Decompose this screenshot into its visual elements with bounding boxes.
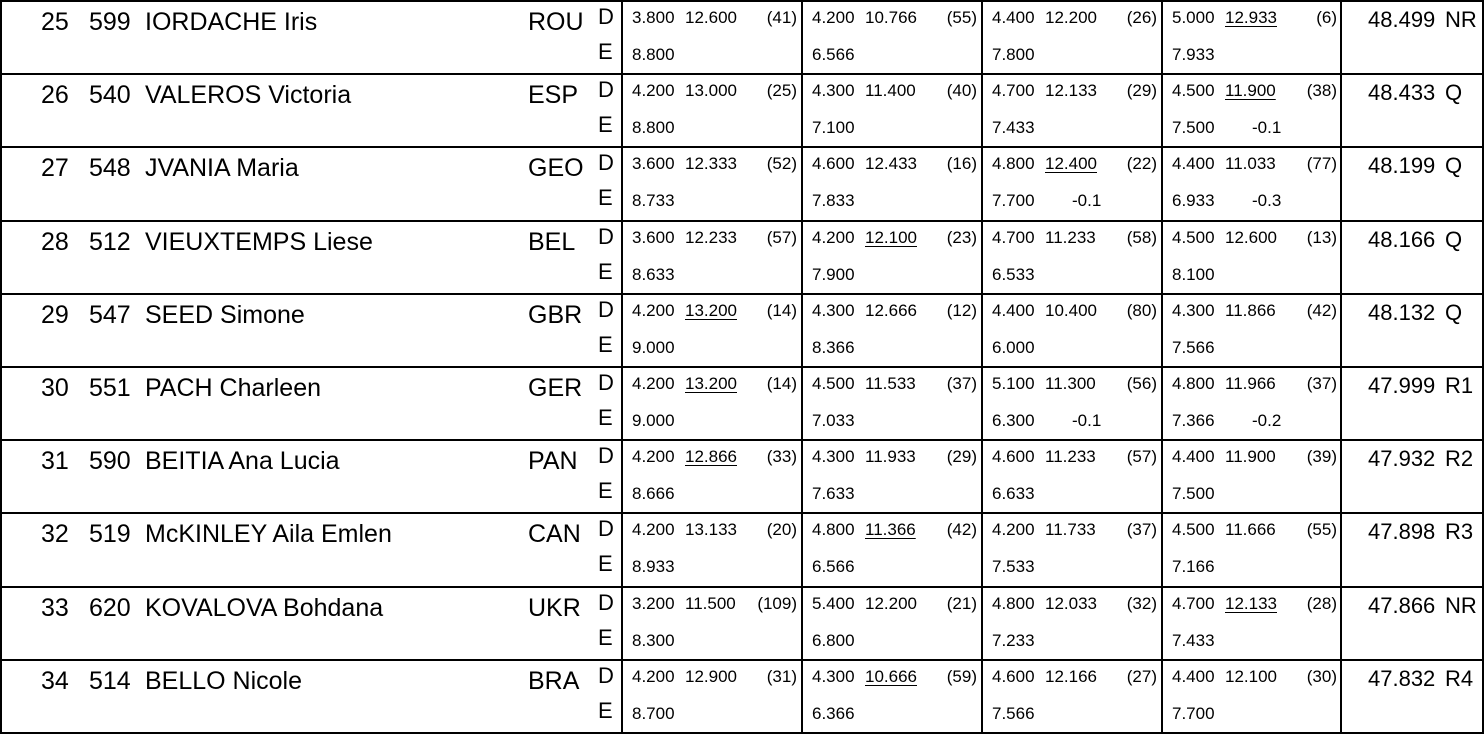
- apparatus-score: 11.933: [865, 447, 916, 467]
- athlete-rank: 30: [41, 374, 69, 402]
- d-score: 5.100: [992, 374, 1035, 393]
- e-score: 6.533: [992, 264, 1035, 284]
- row-divider: [0, 439, 1484, 441]
- d-score: 4.700: [1172, 593, 1215, 613]
- d-score: 4.800: [992, 593, 1035, 613]
- column-divider: [1161, 0, 1163, 734]
- nation-code: GER: [528, 374, 583, 402]
- apparatus-rank: (55): [946, 8, 977, 27]
- row-divider: [0, 512, 1484, 514]
- e-score: 7.700: [992, 191, 1035, 211]
- qualification-status: Q: [1445, 299, 1463, 325]
- apparatus-score: 12.433: [865, 154, 917, 174]
- apparatus-score: 12.233: [685, 227, 737, 247]
- d-score: 4.600: [812, 154, 855, 174]
- bib-number: 590: [89, 447, 131, 476]
- athlete-name: PACH Charleen: [145, 374, 322, 402]
- total-score: 48.499: [1368, 7, 1436, 32]
- d-score: 3.200: [632, 593, 675, 613]
- d-score: 4.400: [1172, 666, 1215, 686]
- athlete-rank: 28: [41, 227, 69, 256]
- qualification-status: NR: [1445, 592, 1477, 618]
- e-score: 7.533: [992, 557, 1035, 577]
- apparatus-score: 12.033: [1045, 593, 1097, 613]
- apparatus-rank: (20): [766, 520, 797, 540]
- e-score: 7.500: [1172, 484, 1215, 504]
- apparatus-rank: (27): [1126, 666, 1157, 686]
- apparatus-score: 11.500: [685, 593, 736, 613]
- e-label: E: [598, 258, 613, 284]
- apparatus-score: 13.133: [685, 520, 737, 540]
- apparatus-rank: (14): [766, 300, 797, 320]
- e-score: 8.366: [812, 337, 855, 357]
- athlete-rank: 34: [41, 666, 69, 695]
- e-score: 8.100: [1172, 264, 1215, 284]
- e-score: 9.000: [632, 411, 675, 430]
- d-score: 5.400: [812, 593, 855, 613]
- apparatus-rank: (58): [1126, 227, 1157, 247]
- table-row: [0, 146, 1484, 219]
- apparatus-rank: (37): [1306, 374, 1337, 393]
- d-score: 4.400: [1172, 154, 1215, 174]
- bib-number: 512: [89, 227, 131, 256]
- apparatus-rank: (109): [757, 593, 797, 613]
- apparatus-rank: (57): [1126, 447, 1157, 467]
- d-label: D: [598, 150, 614, 176]
- total-score: 48.199: [1368, 153, 1436, 179]
- athlete-rank: 26: [41, 81, 69, 110]
- bib-number: 551: [89, 374, 131, 402]
- apparatus-score: 11.666: [1225, 520, 1276, 540]
- e-score: 6.566: [812, 45, 855, 64]
- nation-code: UKR: [528, 593, 581, 622]
- d-label: D: [598, 77, 614, 103]
- e-label: E: [598, 697, 613, 723]
- d-score: 3.600: [632, 154, 675, 174]
- apparatus-rank: (30): [1306, 666, 1337, 686]
- penalty: -0.1: [1072, 411, 1102, 430]
- e-score: 8.800: [632, 45, 675, 64]
- apparatus-score: 11.866: [1225, 300, 1276, 320]
- apparatus-rank: (80): [1126, 300, 1157, 320]
- table-row: [0, 293, 1484, 366]
- d-label: D: [598, 589, 614, 615]
- apparatus-rank: (21): [946, 593, 977, 613]
- d-score: 4.300: [812, 300, 855, 320]
- apparatus-rank: (42): [946, 520, 977, 540]
- qualification-status: R3: [1445, 519, 1474, 545]
- qualification-status: Q: [1445, 80, 1463, 106]
- d-score: 4.200: [632, 520, 675, 540]
- apparatus-score: 11.300: [1045, 374, 1096, 393]
- d-score: 4.400: [1172, 447, 1215, 467]
- e-score: 7.033: [812, 411, 855, 430]
- d-score: 4.200: [812, 8, 855, 27]
- qualification-status: Q: [1445, 226, 1463, 252]
- athlete-name: VIEUXTEMPS Liese: [145, 227, 373, 256]
- total-score: 48.132: [1368, 299, 1436, 325]
- apparatus-score: 12.866: [685, 447, 737, 467]
- column-divider: [981, 0, 983, 734]
- table-row: [0, 439, 1484, 512]
- apparatus-score: 12.166: [1045, 666, 1097, 686]
- d-score: 4.300: [1172, 300, 1215, 320]
- apparatus-rank: (14): [766, 374, 797, 393]
- row-divider: [0, 293, 1484, 295]
- d-score: 4.600: [992, 666, 1035, 686]
- bib-number: 547: [89, 300, 131, 329]
- athlete-rank: 25: [41, 8, 69, 36]
- table-row: [0, 586, 1484, 659]
- apparatus-rank: (38): [1306, 81, 1337, 101]
- d-score: 4.200: [632, 81, 675, 101]
- apparatus-score: 12.133: [1225, 593, 1277, 613]
- d-score: 4.500: [1172, 520, 1215, 540]
- table-row: [0, 659, 1484, 732]
- row-divider: [0, 366, 1484, 368]
- d-label: D: [598, 223, 614, 249]
- e-score: 8.733: [632, 191, 675, 211]
- athlete-rank: 32: [41, 520, 69, 549]
- d-score: 4.200: [632, 447, 675, 467]
- column-divider: [1340, 0, 1342, 734]
- apparatus-score: 10.400: [1045, 300, 1097, 320]
- table-row: [0, 366, 1484, 439]
- qualification-status: R1: [1445, 373, 1474, 398]
- apparatus-score: 13.200: [685, 374, 737, 393]
- total-score: 48.433: [1368, 80, 1436, 106]
- e-score: 6.000: [992, 337, 1035, 357]
- e-score: 8.666: [632, 484, 675, 504]
- total-score: 47.832: [1368, 665, 1436, 691]
- column-divider: [801, 0, 803, 734]
- apparatus-score: 11.366: [865, 520, 916, 540]
- athlete-name: BEITIA Ana Lucia: [145, 447, 340, 476]
- d-score: 4.300: [812, 666, 855, 686]
- total-score: 48.166: [1368, 226, 1436, 252]
- apparatus-score: 11.033: [1225, 154, 1276, 174]
- penalty: -0.2: [1252, 411, 1282, 430]
- athlete-name: SEED Simone: [145, 300, 305, 329]
- apparatus-rank: (57): [766, 227, 797, 247]
- d-score: 4.700: [992, 227, 1035, 247]
- nation-code: PAN: [528, 447, 578, 476]
- apparatus-rank: (31): [766, 666, 797, 686]
- apparatus-score: 11.966: [1225, 374, 1276, 393]
- apparatus-rank: (42): [1306, 300, 1337, 320]
- d-score: 4.200: [632, 666, 675, 686]
- apparatus-score: 11.233: [1045, 447, 1096, 467]
- athlete-name: VALEROS Victoria: [145, 81, 352, 110]
- e-score: 8.700: [632, 703, 675, 723]
- row-divider: [0, 73, 1484, 75]
- apparatus-score: 11.733: [1045, 520, 1096, 540]
- qualification-status: Q: [1445, 153, 1463, 179]
- e-score: 6.300: [992, 411, 1035, 430]
- d-score: 4.400: [992, 8, 1035, 27]
- d-score: 4.800: [1172, 374, 1215, 393]
- apparatus-rank: (33): [766, 447, 797, 467]
- total-score: 47.866: [1368, 592, 1436, 618]
- apparatus-score: 12.600: [1225, 227, 1277, 247]
- apparatus-rank: (52): [766, 154, 797, 174]
- table-row: [0, 220, 1484, 293]
- e-score: 8.933: [632, 557, 675, 577]
- e-score: 7.366: [1172, 411, 1215, 430]
- apparatus-score: 12.100: [865, 227, 917, 247]
- e-score: 7.800: [992, 45, 1035, 64]
- e-score: 7.833: [812, 191, 855, 211]
- row-divider: [0, 586, 1484, 588]
- e-label: E: [598, 185, 613, 211]
- e-score: 6.800: [812, 630, 855, 650]
- d-score: 4.800: [812, 520, 855, 540]
- d-score: 4.800: [992, 154, 1035, 174]
- apparatus-rank: (39): [1306, 447, 1337, 467]
- e-score: 7.933: [1172, 45, 1215, 64]
- apparatus-rank: (6): [1316, 8, 1337, 27]
- penalty: -0.3: [1252, 191, 1282, 211]
- e-score: 7.633: [812, 484, 855, 504]
- d-score: 4.200: [992, 520, 1035, 540]
- apparatus-rank: (56): [1126, 374, 1157, 393]
- d-score: 4.300: [812, 81, 855, 101]
- apparatus-score: 13.000: [685, 81, 737, 101]
- d-score: 4.200: [632, 300, 675, 320]
- e-score: 7.433: [992, 118, 1035, 138]
- athlete-name: McKINLEY Aila Emlen: [145, 520, 392, 549]
- e-score: 6.933: [1172, 191, 1215, 211]
- e-score: 7.566: [1172, 337, 1215, 357]
- apparatus-score: 12.666: [865, 300, 917, 320]
- apparatus-score: 12.600: [685, 8, 737, 27]
- d-label: D: [598, 296, 614, 322]
- apparatus-rank: (28): [1306, 593, 1337, 613]
- athlete-name: KOVALOVA Bohdana: [145, 593, 384, 622]
- e-score: 6.633: [992, 484, 1035, 504]
- athlete-rank: 33: [41, 593, 69, 622]
- d-score: 4.200: [632, 374, 675, 393]
- d-score: 4.600: [992, 447, 1035, 467]
- apparatus-score: 11.233: [1045, 227, 1096, 247]
- e-label: E: [598, 112, 613, 138]
- d-score: 4.500: [1172, 81, 1215, 101]
- apparatus-rank: (25): [766, 81, 797, 101]
- apparatus-rank: (55): [1306, 520, 1337, 540]
- apparatus-score: 11.900: [1225, 447, 1276, 467]
- column-divider: [0, 0, 2, 734]
- athlete-name: JVANIA Maria: [145, 154, 299, 183]
- penalty: -0.1: [1252, 118, 1282, 138]
- total-score: 47.999: [1368, 373, 1436, 398]
- apparatus-score: 12.133: [1045, 81, 1097, 101]
- e-score: 8.800: [632, 118, 675, 138]
- bib-number: 514: [89, 666, 131, 695]
- apparatus-score: 11.533: [865, 374, 916, 393]
- d-label: D: [598, 370, 614, 395]
- row-divider: [0, 146, 1484, 148]
- apparatus-rank: (37): [946, 374, 977, 393]
- apparatus-rank: (29): [1126, 81, 1157, 101]
- total-score: 47.898: [1368, 519, 1436, 545]
- bib-number: 548: [89, 154, 131, 183]
- nation-code: GEO: [528, 154, 584, 183]
- apparatus-score: 12.100: [1225, 666, 1277, 686]
- apparatus-score: 12.900: [685, 666, 737, 686]
- table-row: [0, 73, 1484, 146]
- d-label: D: [598, 4, 614, 29]
- apparatus-rank: (23): [946, 227, 977, 247]
- apparatus-rank: (22): [1126, 154, 1157, 174]
- athlete-rank: 29: [41, 300, 69, 329]
- row-divider: [0, 659, 1484, 661]
- bib-number: 519: [89, 520, 131, 549]
- apparatus-rank: (59): [946, 666, 977, 686]
- e-label: E: [598, 405, 613, 430]
- apparatus-rank: (26): [1126, 8, 1157, 27]
- penalty: -0.1: [1072, 191, 1102, 211]
- athlete-rank: 27: [41, 154, 69, 183]
- d-score: 5.000: [1172, 8, 1215, 27]
- d-score: 4.700: [992, 81, 1035, 101]
- e-score: 6.366: [812, 703, 855, 723]
- apparatus-score: 13.200: [685, 300, 737, 320]
- bib-number: 599: [89, 8, 131, 36]
- row-divider: [0, 220, 1484, 222]
- apparatus-score: 12.933: [1225, 8, 1277, 27]
- apparatus-score: 12.200: [1045, 8, 1097, 27]
- table-row: [0, 512, 1484, 585]
- apparatus-score: 12.400: [1045, 154, 1097, 174]
- d-label: D: [598, 516, 614, 542]
- column-divider: [621, 0, 623, 734]
- apparatus-rank: (29): [946, 447, 977, 467]
- apparatus-rank: (12): [946, 300, 977, 320]
- d-score: 4.200: [812, 227, 855, 247]
- e-label: E: [598, 624, 613, 650]
- apparatus-score: 11.400: [865, 81, 916, 101]
- apparatus-rank: (32): [1126, 593, 1157, 613]
- e-label: E: [598, 331, 613, 357]
- nation-code: CAN: [528, 520, 581, 549]
- nation-code: BRA: [528, 666, 580, 695]
- apparatus-rank: (77): [1306, 154, 1337, 174]
- e-score: 6.566: [812, 557, 855, 577]
- d-label: D: [598, 662, 614, 688]
- apparatus-rank: (40): [946, 81, 977, 101]
- qualification-status: R2: [1445, 446, 1474, 472]
- apparatus-score: 10.766: [865, 8, 917, 27]
- qualification-status: NR: [1445, 7, 1477, 32]
- e-score: 8.300: [632, 630, 675, 650]
- apparatus-rank: (41): [766, 8, 797, 27]
- e-score: 7.433: [1172, 630, 1215, 650]
- e-score: 7.700: [1172, 703, 1215, 723]
- bib-number: 540: [89, 81, 131, 110]
- apparatus-score: 10.666: [865, 666, 917, 686]
- d-score: 3.800: [632, 8, 675, 27]
- nation-code: ESP: [528, 81, 579, 110]
- table-row: [0, 0, 1484, 73]
- apparatus-rank: (16): [946, 154, 977, 174]
- nation-code: BEL: [528, 227, 576, 256]
- e-label: E: [598, 39, 613, 64]
- e-label: E: [598, 478, 613, 504]
- e-score: 9.000: [632, 337, 675, 357]
- nation-code: GBR: [528, 300, 583, 329]
- e-label: E: [598, 551, 613, 577]
- apparatus-rank: (13): [1306, 227, 1337, 247]
- d-score: 3.600: [632, 227, 675, 247]
- apparatus-score: 11.900: [1225, 81, 1276, 101]
- athlete-name: BELLO Nicole: [145, 666, 303, 695]
- e-score: 7.233: [992, 630, 1035, 650]
- e-score: 8.633: [632, 264, 675, 284]
- e-score: 7.166: [1172, 557, 1215, 577]
- d-score: 4.300: [812, 447, 855, 467]
- athlete-name: IORDACHE Iris: [145, 8, 318, 36]
- e-score: 7.900: [812, 264, 855, 284]
- e-score: 7.500: [1172, 118, 1215, 138]
- apparatus-score: 12.200: [865, 593, 917, 613]
- nation-code: ROU: [528, 8, 584, 36]
- e-score: 7.566: [992, 703, 1035, 723]
- d-label: D: [598, 443, 614, 469]
- d-score: 4.400: [992, 300, 1035, 320]
- bib-number: 620: [89, 593, 131, 622]
- apparatus-rank: (37): [1126, 520, 1157, 540]
- athlete-rank: 31: [41, 447, 69, 476]
- e-score: 7.100: [812, 118, 855, 138]
- d-score: 4.500: [1172, 227, 1215, 247]
- qualification-status: R4: [1445, 665, 1474, 691]
- d-score: 4.500: [812, 374, 855, 393]
- apparatus-score: 12.333: [685, 154, 737, 174]
- total-score: 47.932: [1368, 446, 1436, 472]
- row-divider: [0, 0, 1484, 2]
